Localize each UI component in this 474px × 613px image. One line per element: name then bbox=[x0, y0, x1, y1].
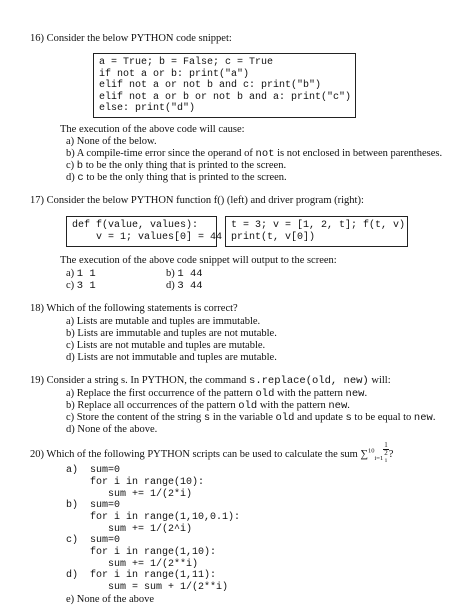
fraction: 1 2 $^i$ bbox=[384, 441, 388, 464]
q16-code-line: if not a or b: print("a") bbox=[99, 68, 250, 80]
q18-option-c: c) Lists are not mutable and tuples are mutable. bbox=[66, 340, 266, 351]
q18-option-d: d) Lists are not immutable and tuples are mutable. bbox=[66, 352, 277, 363]
q17-function-box bbox=[66, 216, 223, 247]
q17-prompt: The execution of the above code snippet will output to the screen: bbox=[60, 255, 337, 266]
q17-option-d: d) 3 44 bbox=[166, 280, 203, 292]
q18-option-a: a) Lists are mutable and tuples are immutable. bbox=[66, 316, 261, 327]
q17-code-line: print(t, v[0]) bbox=[231, 231, 316, 243]
q16-stem: 16) Consider the below PYTHON code snippet: bbox=[30, 33, 232, 44]
q16-prompt: The execution of the above code will cause: bbox=[60, 124, 245, 135]
q16-option-a: a) None of the below. bbox=[66, 136, 157, 147]
q17-code-line: def f(value, values): bbox=[72, 220, 199, 231]
q17-stem: 17) Consider the below PYTHON function f() (left) and driver program (right): bbox=[30, 195, 364, 206]
q20-stem: 20) Which of the following PYTHON scripts can be used to calculate the sum ∑$^{10}_{i=1}$ 1 2 $^i$ ? bbox=[30, 442, 393, 467]
q17-option-b: b) 1 44 bbox=[166, 268, 203, 280]
q16-option-b: b) A compile-time error since the operand of not is not enclosed in between parentheses. bbox=[66, 148, 443, 160]
q19-option-c: c) Store the content of the string s in the variable old and update s to be equal to new. bbox=[66, 412, 436, 424]
q19-stem: 19) Consider a string s. In PYTHON, the command s.replace(old, new) will: bbox=[30, 375, 391, 387]
q19-option-d: d) None of the above. bbox=[66, 424, 158, 435]
q16-code-line: else: print("d") bbox=[99, 103, 196, 115]
q17-option-c: c) 3 1 bbox=[66, 280, 96, 292]
q19-option-b: b) Replace all occurrences of the pattern old with the pattern new. bbox=[66, 400, 350, 412]
q16-option-d: d) c to be the only thing that is printed to the screen. bbox=[66, 172, 287, 184]
q18-option-b: b) Lists are immutable and tuples are not mutable. bbox=[66, 328, 277, 339]
q19-option-a: a) Replace the first occurrence of the pattern old with the pattern new. bbox=[66, 388, 368, 400]
q20-option-e: e) None of the above bbox=[66, 594, 155, 605]
q16-option-c: c) b to be the only thing that is printed to the screen. bbox=[66, 160, 287, 172]
q20-option-a: a) sum=0 for i in range(10): sum += 1/(2*i) bbox=[66, 465, 205, 500]
q20-option-c: c) sum=0 for i in range(1,10): sum += 1/(2**i) bbox=[66, 535, 217, 570]
q17-driver-box bbox=[225, 216, 408, 247]
q20-option-d: d) for i in range(1,11): sum = sum + 1/(2**i) bbox=[66, 570, 229, 593]
q16-code-line: elif not a or b or not b and a: print("c") bbox=[99, 91, 352, 103]
sum-expression: ∑$^{10}_{i=1}$ 1 2 $^i$ bbox=[360, 449, 388, 460]
q16-code-line: a = True; b = False; c = True bbox=[99, 57, 274, 68]
q16-code-line: elif not a or not b and c: print("b") bbox=[99, 80, 322, 92]
q17-code-line: v = 1; values[0] = 44 bbox=[72, 231, 223, 243]
q16-code-box bbox=[93, 53, 356, 118]
q17-code-line: t = 3; v = [1, 2, t]; f(t, v) bbox=[231, 220, 406, 231]
q20-option-b: b) sum=0 for i in range(1,10,0.1): sum += 1/(2^i) bbox=[66, 500, 241, 535]
q17-option-a: a) 1 1 bbox=[66, 268, 96, 280]
q18-stem: 18) Which of the following statements is correct? bbox=[30, 303, 238, 314]
